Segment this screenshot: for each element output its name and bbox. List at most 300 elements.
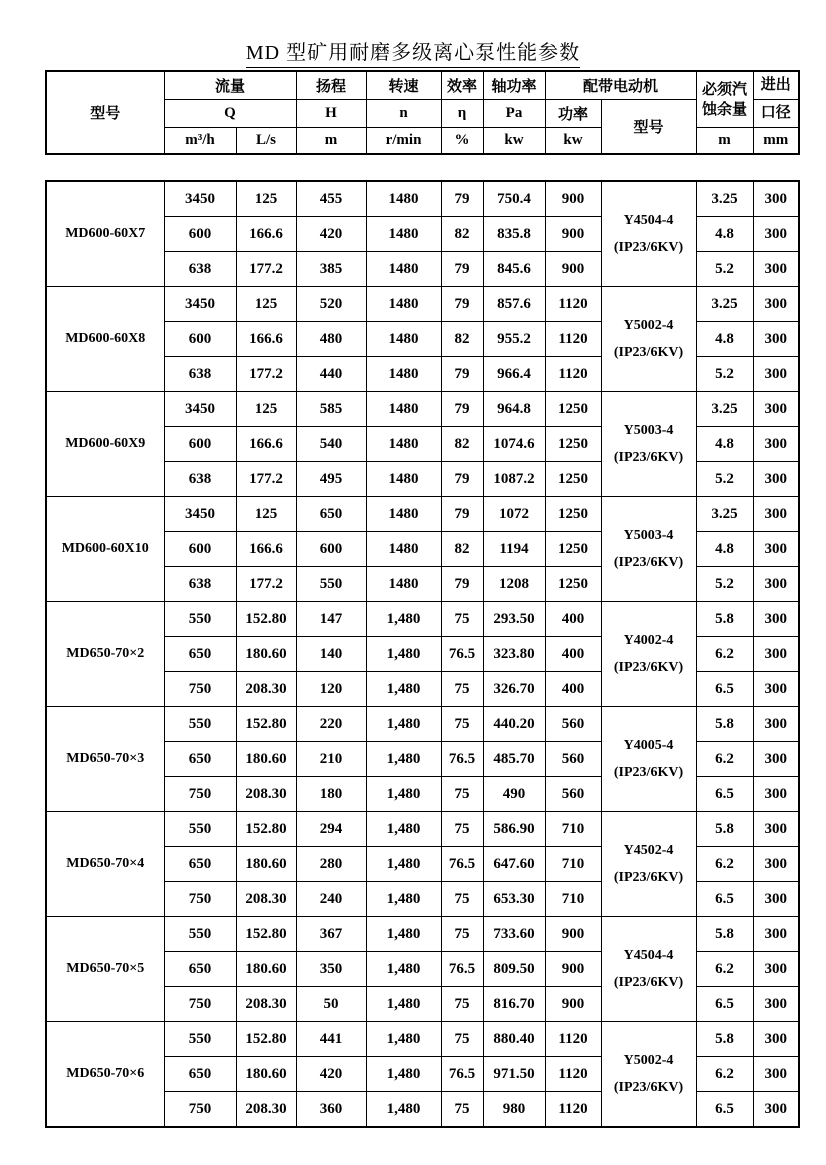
cell-efficiency: 75 — [441, 1022, 483, 1057]
cell-motor-power: 1120 — [545, 287, 601, 322]
cell-npsh: 5.2 — [696, 357, 753, 392]
cell-efficiency: 79 — [441, 357, 483, 392]
cell-shaft-power: 980 — [483, 1092, 545, 1128]
cell-shaft-power: 490 — [483, 777, 545, 812]
cell-npsh: 5.8 — [696, 707, 753, 742]
cell-speed: 1,480 — [366, 602, 441, 637]
cell-shaft-power: 966.4 — [483, 357, 545, 392]
cell-efficiency: 76.5 — [441, 1057, 483, 1092]
table-row — [46, 392, 799, 427]
cell-efficiency: 75 — [441, 602, 483, 637]
page-title: MD 型矿用耐磨多级离心泵性能参数 — [0, 36, 826, 65]
cell-q-ls: 180.60 — [236, 637, 296, 672]
cell-head: 294 — [296, 812, 366, 847]
cell-shaft-power: 845.6 — [483, 252, 545, 287]
cell-diameter: 300 — [753, 1092, 799, 1128]
pump-model: MD600-60X8 — [46, 287, 164, 392]
cell-head: 420 — [296, 217, 366, 252]
cell-motor-power: 900 — [545, 217, 601, 252]
cell-head: 360 — [296, 1092, 366, 1128]
cell-speed: 1480 — [366, 322, 441, 357]
cell-efficiency: 82 — [441, 322, 483, 357]
unit-head: m — [296, 128, 366, 155]
cell-q-ls: 177.2 — [236, 357, 296, 392]
cell-q-m3h: 550 — [164, 917, 236, 952]
col-header-flow: 流量 — [164, 71, 296, 100]
table-row — [46, 287, 799, 322]
cell-head: 455 — [296, 181, 366, 217]
cell-q-m3h: 750 — [164, 882, 236, 917]
cell-q-m3h: 750 — [164, 777, 236, 812]
cell-diameter: 300 — [753, 462, 799, 497]
cell-head: 540 — [296, 427, 366, 462]
table-row — [46, 812, 799, 847]
cell-diameter: 300 — [753, 777, 799, 812]
cell-q-m3h: 638 — [164, 357, 236, 392]
cell-shaft-power: 440.20 — [483, 707, 545, 742]
cell-q-ls: 166.6 — [236, 427, 296, 462]
cell-npsh: 6.5 — [696, 882, 753, 917]
col-symbol-head: H — [296, 100, 366, 128]
table-row — [46, 707, 799, 742]
cell-q-ls: 208.30 — [236, 987, 296, 1022]
motor-model: Y4002-4 (IP23/6KV) — [601, 602, 696, 707]
cell-diameter: 300 — [753, 1057, 799, 1092]
col-header-shaft-power: 轴功率 — [483, 71, 545, 100]
cell-shaft-power: 326.70 — [483, 672, 545, 707]
cell-q-ls: 177.2 — [236, 462, 296, 497]
cell-diameter: 300 — [753, 567, 799, 602]
cell-npsh: 5.8 — [696, 602, 753, 637]
pump-model: MD650-70×5 — [46, 917, 164, 1022]
cell-efficiency: 79 — [441, 392, 483, 427]
cell-shaft-power: 835.8 — [483, 217, 545, 252]
cell-q-m3h: 750 — [164, 1092, 236, 1128]
pump-model: MD650-70×4 — [46, 812, 164, 917]
cell-speed: 1480 — [366, 462, 441, 497]
cell-head: 50 — [296, 987, 366, 1022]
cell-q-ls: 166.6 — [236, 532, 296, 567]
cell-speed: 1,480 — [366, 707, 441, 742]
cell-diameter: 300 — [753, 287, 799, 322]
table-row — [46, 602, 799, 637]
cell-diameter: 300 — [753, 672, 799, 707]
cell-speed: 1,480 — [366, 777, 441, 812]
cell-shaft-power: 750.4 — [483, 181, 545, 217]
pump-model: MD650-70×2 — [46, 602, 164, 707]
cell-shaft-power: 653.30 — [483, 882, 545, 917]
cell-head: 441 — [296, 1022, 366, 1057]
cell-q-ls: 125 — [236, 181, 296, 217]
motor-model: Y5003-4 (IP23/6KV) — [601, 392, 696, 497]
cell-efficiency: 75 — [441, 812, 483, 847]
cell-q-ls: 152.80 — [236, 707, 296, 742]
table-row — [46, 917, 799, 952]
col-header-npsh: 必须汽 蚀余量 — [696, 71, 753, 128]
cell-efficiency: 79 — [441, 181, 483, 217]
cell-diameter: 300 — [753, 427, 799, 462]
cell-speed: 1480 — [366, 497, 441, 532]
cell-motor-power: 1120 — [545, 357, 601, 392]
cell-npsh: 6.2 — [696, 952, 753, 987]
cell-speed: 1480 — [366, 427, 441, 462]
cell-npsh: 6.5 — [696, 672, 753, 707]
cell-shaft-power: 955.2 — [483, 322, 545, 357]
cell-efficiency: 75 — [441, 672, 483, 707]
cell-speed: 1480 — [366, 181, 441, 217]
cell-shaft-power: 809.50 — [483, 952, 545, 987]
header-table — [45, 70, 800, 155]
cell-q-ls: 152.80 — [236, 1022, 296, 1057]
cell-shaft-power: 816.70 — [483, 987, 545, 1022]
cell-motor-power: 710 — [545, 847, 601, 882]
cell-q-ls: 177.2 — [236, 252, 296, 287]
table-row — [46, 497, 799, 532]
cell-shaft-power: 857.6 — [483, 287, 545, 322]
cell-motor-power: 710 — [545, 882, 601, 917]
cell-diameter: 300 — [753, 742, 799, 777]
cell-motor-power: 560 — [545, 742, 601, 777]
cell-npsh: 5.2 — [696, 567, 753, 602]
cell-diameter: 300 — [753, 987, 799, 1022]
cell-motor-power: 1250 — [545, 567, 601, 602]
cell-motor-power: 400 — [545, 602, 601, 637]
cell-efficiency: 76.5 — [441, 847, 483, 882]
cell-motor-power: 1250 — [545, 427, 601, 462]
motor-model: Y4502-4 (IP23/6KV) — [601, 812, 696, 917]
cell-motor-power: 1250 — [545, 532, 601, 567]
cell-q-ls: 208.30 — [236, 672, 296, 707]
cell-shaft-power: 586.90 — [483, 812, 545, 847]
cell-q-m3h: 600 — [164, 532, 236, 567]
motor-model: Y4504-4 (IP23/6KV) — [601, 181, 696, 287]
pump-model: MD600-60X10 — [46, 497, 164, 602]
cell-diameter: 300 — [753, 917, 799, 952]
col-header-diameter-line1: 进出 — [753, 71, 799, 100]
cell-npsh: 4.8 — [696, 217, 753, 252]
cell-motor-power: 900 — [545, 987, 601, 1022]
cell-efficiency: 75 — [441, 777, 483, 812]
cell-speed: 1,480 — [366, 1022, 441, 1057]
unit-efficiency: % — [441, 128, 483, 155]
cell-q-m3h: 600 — [164, 322, 236, 357]
cell-head: 650 — [296, 497, 366, 532]
cell-diameter: 300 — [753, 882, 799, 917]
cell-efficiency: 75 — [441, 707, 483, 742]
cell-head: 240 — [296, 882, 366, 917]
cell-q-m3h: 3450 — [164, 287, 236, 322]
cell-head: 520 — [296, 287, 366, 322]
cell-efficiency: 79 — [441, 497, 483, 532]
cell-diameter: 300 — [753, 812, 799, 847]
cell-q-m3h: 650 — [164, 637, 236, 672]
cell-npsh: 6.5 — [696, 777, 753, 812]
cell-motor-power: 900 — [545, 917, 601, 952]
col-header-efficiency: 效率 — [441, 71, 483, 100]
cell-q-m3h: 550 — [164, 707, 236, 742]
cell-motor-power: 1250 — [545, 497, 601, 532]
cell-q-ls: 152.80 — [236, 812, 296, 847]
cell-diameter: 300 — [753, 217, 799, 252]
cell-q-ls: 125 — [236, 287, 296, 322]
cell-motor-power: 1120 — [545, 1022, 601, 1057]
cell-shaft-power: 964.8 — [483, 392, 545, 427]
cell-shaft-power: 485.70 — [483, 742, 545, 777]
cell-npsh: 4.8 — [696, 322, 753, 357]
cell-speed: 1480 — [366, 392, 441, 427]
cell-shaft-power: 971.50 — [483, 1057, 545, 1092]
cell-efficiency: 76.5 — [441, 637, 483, 672]
cell-npsh: 6.2 — [696, 742, 753, 777]
cell-npsh: 3.25 — [696, 392, 753, 427]
cell-speed: 1,480 — [366, 987, 441, 1022]
col-symbol-shaft-power: Pa — [483, 100, 545, 128]
cell-motor-power: 900 — [545, 952, 601, 987]
unit-flow-m3h: m³/h — [164, 128, 236, 155]
cell-q-m3h: 750 — [164, 672, 236, 707]
cell-diameter: 300 — [753, 497, 799, 532]
cell-diameter: 300 — [753, 602, 799, 637]
cell-head: 550 — [296, 567, 366, 602]
col-header-pump-model: 型号 — [46, 71, 164, 154]
col-header-motor-model: 型号 — [601, 100, 696, 155]
cell-q-ls: 180.60 — [236, 847, 296, 882]
motor-model: Y4504-4 (IP23/6KV) — [601, 917, 696, 1022]
cell-q-ls: 152.80 — [236, 602, 296, 637]
pump-model: MD650-70×3 — [46, 707, 164, 812]
cell-diameter: 300 — [753, 392, 799, 427]
cell-q-ls: 125 — [236, 392, 296, 427]
cell-efficiency: 79 — [441, 567, 483, 602]
cell-head: 495 — [296, 462, 366, 497]
cell-shaft-power: 293.50 — [483, 602, 545, 637]
cell-speed: 1,480 — [366, 917, 441, 952]
cell-motor-power: 1120 — [545, 1092, 601, 1128]
cell-q-m3h: 638 — [164, 462, 236, 497]
col-header-head: 扬程 — [296, 71, 366, 100]
col-header-motor: 配带电动机 — [545, 71, 696, 100]
cell-q-m3h: 600 — [164, 217, 236, 252]
table-row — [46, 181, 799, 217]
cell-motor-power: 900 — [545, 181, 601, 217]
cell-efficiency: 76.5 — [441, 952, 483, 987]
cell-q-ls: 180.60 — [236, 1057, 296, 1092]
cell-motor-power: 1250 — [545, 392, 601, 427]
pump-model: MD600-60X7 — [46, 181, 164, 287]
cell-npsh: 5.8 — [696, 812, 753, 847]
cell-speed: 1480 — [366, 287, 441, 322]
cell-efficiency: 75 — [441, 917, 483, 952]
cell-efficiency: 79 — [441, 287, 483, 322]
cell-q-m3h: 650 — [164, 952, 236, 987]
unit-npsh: m — [696, 128, 753, 155]
cell-speed: 1,480 — [366, 637, 441, 672]
cell-efficiency: 79 — [441, 462, 483, 497]
cell-diameter: 300 — [753, 707, 799, 742]
cell-speed: 1,480 — [366, 847, 441, 882]
cell-q-ls: 177.2 — [236, 567, 296, 602]
cell-npsh: 3.25 — [696, 497, 753, 532]
data-table — [45, 180, 800, 1128]
cell-q-ls: 166.6 — [236, 217, 296, 252]
cell-q-ls: 180.60 — [236, 742, 296, 777]
cell-npsh: 4.8 — [696, 427, 753, 462]
motor-model: Y5002-4 (IP23/6KV) — [601, 1022, 696, 1128]
cell-shaft-power: 733.60 — [483, 917, 545, 952]
pump-model: MD600-60X9 — [46, 392, 164, 497]
pump-model: MD650-70×6 — [46, 1022, 164, 1128]
cell-npsh: 6.2 — [696, 637, 753, 672]
cell-head: 147 — [296, 602, 366, 637]
cell-q-ls: 208.30 — [236, 1092, 296, 1128]
cell-speed: 1,480 — [366, 952, 441, 987]
cell-q-m3h: 650 — [164, 847, 236, 882]
cell-efficiency: 76.5 — [441, 742, 483, 777]
unit-flow-ls: L/s — [236, 128, 296, 155]
unit-diameter: mm — [753, 128, 799, 155]
cell-head: 440 — [296, 357, 366, 392]
cell-q-m3h: 3450 — [164, 181, 236, 217]
cell-shaft-power: 1087.2 — [483, 462, 545, 497]
col-symbol-efficiency: η — [441, 100, 483, 128]
cell-speed: 1,480 — [366, 1092, 441, 1128]
cell-q-m3h: 3450 — [164, 392, 236, 427]
unit-speed: r/min — [366, 128, 441, 155]
cell-npsh: 6.2 — [696, 847, 753, 882]
cell-q-ls: 180.60 — [236, 952, 296, 987]
cell-q-m3h: 3450 — [164, 497, 236, 532]
cell-head: 220 — [296, 707, 366, 742]
cell-shaft-power: 1208 — [483, 567, 545, 602]
cell-q-m3h: 638 — [164, 252, 236, 287]
motor-model: Y5002-4 (IP23/6KV) — [601, 287, 696, 392]
cell-motor-power: 1250 — [545, 462, 601, 497]
cell-motor-power: 1120 — [545, 1057, 601, 1092]
col-symbol-flow: Q — [164, 100, 296, 128]
cell-diameter: 300 — [753, 252, 799, 287]
cell-speed: 1480 — [366, 567, 441, 602]
cell-npsh: 5.8 — [696, 1022, 753, 1057]
cell-efficiency: 82 — [441, 427, 483, 462]
unit-shaft-power: kw — [483, 128, 545, 155]
cell-head: 585 — [296, 392, 366, 427]
cell-motor-power: 400 — [545, 637, 601, 672]
cell-npsh: 5.8 — [696, 917, 753, 952]
motor-model: Y4005-4 (IP23/6KV) — [601, 707, 696, 812]
cell-speed: 1480 — [366, 217, 441, 252]
unit-motor-power: kw — [545, 128, 601, 155]
table-row — [46, 1022, 799, 1057]
cell-head: 210 — [296, 742, 366, 777]
col-header-motor-power: 功率 — [545, 100, 601, 128]
cell-npsh: 6.5 — [696, 987, 753, 1022]
cell-shaft-power: 1072 — [483, 497, 545, 532]
cell-efficiency: 82 — [441, 532, 483, 567]
cell-npsh: 3.25 — [696, 181, 753, 217]
cell-shaft-power: 880.40 — [483, 1022, 545, 1057]
cell-head: 280 — [296, 847, 366, 882]
cell-q-ls: 125 — [236, 497, 296, 532]
header-row-1 — [46, 71, 799, 100]
cell-head: 385 — [296, 252, 366, 287]
cell-diameter: 300 — [753, 1022, 799, 1057]
cell-npsh: 5.2 — [696, 462, 753, 497]
col-header-speed: 转速 — [366, 71, 441, 100]
cell-shaft-power: 1074.6 — [483, 427, 545, 462]
cell-efficiency: 75 — [441, 882, 483, 917]
cell-q-m3h: 550 — [164, 602, 236, 637]
motor-model: Y5003-4 (IP23/6KV) — [601, 497, 696, 602]
cell-motor-power: 560 — [545, 777, 601, 812]
cell-shaft-power: 323.80 — [483, 637, 545, 672]
cell-head: 180 — [296, 777, 366, 812]
cell-npsh: 6.2 — [696, 1057, 753, 1092]
cell-speed: 1480 — [366, 357, 441, 392]
cell-diameter: 300 — [753, 637, 799, 672]
cell-q-m3h: 600 — [164, 427, 236, 462]
cell-motor-power: 710 — [545, 812, 601, 847]
cell-speed: 1,480 — [366, 812, 441, 847]
cell-npsh: 6.5 — [696, 1092, 753, 1128]
cell-diameter: 300 — [753, 952, 799, 987]
cell-speed: 1,480 — [366, 882, 441, 917]
cell-head: 600 — [296, 532, 366, 567]
cell-speed: 1480 — [366, 532, 441, 567]
cell-diameter: 300 — [753, 357, 799, 392]
col-symbol-speed: n — [366, 100, 441, 128]
cell-q-m3h: 750 — [164, 987, 236, 1022]
cell-q-ls: 166.6 — [236, 322, 296, 357]
cell-head: 350 — [296, 952, 366, 987]
cell-q-m3h: 550 — [164, 812, 236, 847]
cell-speed: 1,480 — [366, 672, 441, 707]
cell-motor-power: 1120 — [545, 322, 601, 357]
cell-q-m3h: 638 — [164, 567, 236, 602]
cell-q-ls: 208.30 — [236, 882, 296, 917]
cell-head: 140 — [296, 637, 366, 672]
cell-diameter: 300 — [753, 532, 799, 567]
cell-diameter: 300 — [753, 181, 799, 217]
cell-shaft-power: 647.60 — [483, 847, 545, 882]
cell-npsh: 3.25 — [696, 287, 753, 322]
cell-motor-power: 400 — [545, 672, 601, 707]
cell-diameter: 300 — [753, 847, 799, 882]
cell-efficiency: 75 — [441, 1092, 483, 1128]
cell-efficiency: 75 — [441, 987, 483, 1022]
cell-q-ls: 208.30 — [236, 777, 296, 812]
cell-npsh: 5.2 — [696, 252, 753, 287]
cell-efficiency: 82 — [441, 217, 483, 252]
cell-q-m3h: 650 — [164, 1057, 236, 1092]
cell-speed: 1480 — [366, 252, 441, 287]
cell-head: 420 — [296, 1057, 366, 1092]
col-header-diameter-line2: 口径 — [753, 100, 799, 128]
cell-speed: 1,480 — [366, 1057, 441, 1092]
cell-speed: 1,480 — [366, 742, 441, 777]
cell-head: 367 — [296, 917, 366, 952]
cell-efficiency: 79 — [441, 252, 483, 287]
cell-npsh: 4.8 — [696, 532, 753, 567]
cell-q-m3h: 550 — [164, 1022, 236, 1057]
cell-motor-power: 560 — [545, 707, 601, 742]
cell-diameter: 300 — [753, 322, 799, 357]
cell-head: 120 — [296, 672, 366, 707]
cell-q-m3h: 650 — [164, 742, 236, 777]
cell-shaft-power: 1194 — [483, 532, 545, 567]
cell-q-ls: 152.80 — [236, 917, 296, 952]
cell-head: 480 — [296, 322, 366, 357]
cell-motor-power: 900 — [545, 252, 601, 287]
